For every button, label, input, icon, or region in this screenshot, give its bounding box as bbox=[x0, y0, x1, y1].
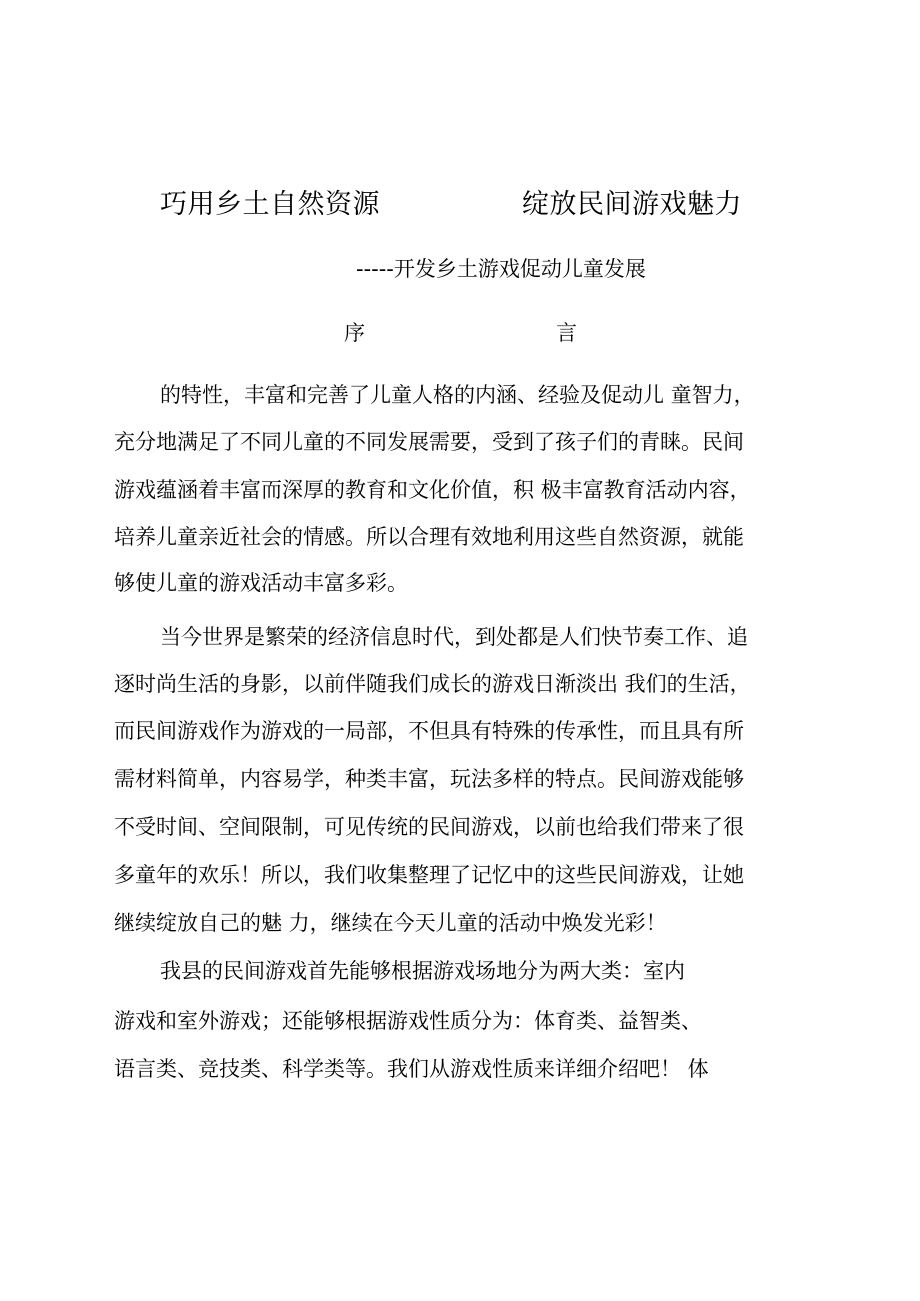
body-line: 多童年的欢乐！所以，我们收集整理了记忆中的这些民间游戏，让她 bbox=[114, 863, 744, 887]
body-line: 游戏蕴涵着丰富而深厚的教育和文化价值，积 极丰富教育活动内容， bbox=[114, 478, 751, 502]
body-line: 继续绽放自己的魅 力，继续在今天儿童的活动中焕发光彩！ bbox=[114, 911, 667, 935]
body-line: 够使儿童的游戏活动丰富多彩。 bbox=[114, 571, 408, 595]
heading-preface-left: 序 bbox=[344, 321, 365, 345]
body-line: 不受时间、空间限制，可见传统的民间游戏，以前也给我们带来了很 bbox=[114, 815, 744, 839]
body-line: 而民间游戏作为游戏的一局部，不但具有特殊的传承性，而且具有所 bbox=[114, 719, 744, 743]
body-line: 培养儿童亲近社会的情感。所以合理有效地利用这些自然资源，就能 bbox=[114, 525, 744, 549]
body-line: 我县的民间游戏首先能够根据游戏场地分为两大类：室内 bbox=[160, 959, 685, 983]
body-line: 当今世界是繁荣的经济信息时代，到处都是人们快节奏工作、追 bbox=[160, 625, 748, 649]
body-line: 语言类、竞技类、科学类等。我们从游戏性质来详细介绍吧！ 体 bbox=[114, 1057, 709, 1081]
heading-preface-right: 言 bbox=[556, 321, 577, 345]
title-right: 绽放民间游戏魅力 bbox=[522, 189, 742, 220]
title-left: 巧用乡土自然资源 bbox=[160, 189, 380, 220]
body-line: 逐时尚生活的身影，以前伴随我们成长的游戏日渐淡出 我们的生活， bbox=[114, 672, 751, 696]
subtitle: -----开发乡土游戏促动儿童发展 bbox=[356, 257, 646, 281]
body-line: 充分地满足了不同儿童的不同发展需要，受到了孩子们的青睐。民间 bbox=[114, 430, 744, 454]
body-line: 需材料简单，内容易学，种类丰富，玩法多样的特点。民间游戏能够 bbox=[114, 767, 744, 791]
body-line: 游戏和室外游戏；还能够根据游戏性质分为：体育类、益智类、 bbox=[114, 1009, 702, 1033]
body-line: 的特性，丰富和完善了儿童人格的内涵、经验及促动儿 童智力， bbox=[160, 383, 755, 407]
